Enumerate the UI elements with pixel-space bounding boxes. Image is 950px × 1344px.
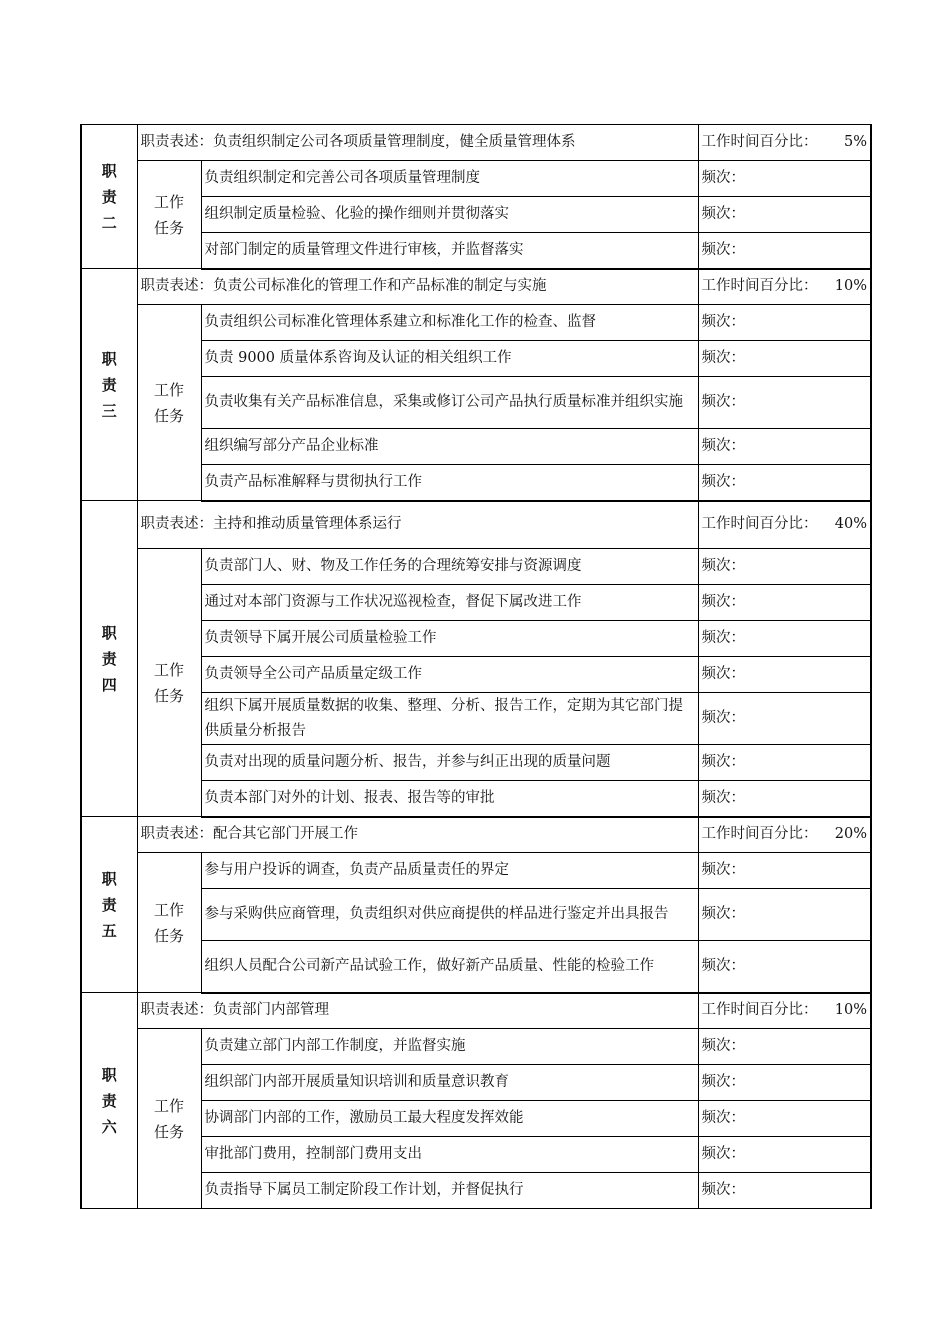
description-prefix: 职责表述： <box>140 1002 213 1019</box>
duty-name-char: 三 <box>101 401 117 420</box>
duty-name-char: 职 <box>101 161 117 180</box>
duty-name-char: 职 <box>101 349 117 368</box>
frequency-cell: 频次： <box>698 161 871 197</box>
work-task-label-line: 工作 <box>153 900 184 919</box>
duty-name-char: 责 <box>101 375 117 394</box>
task-text: 组织制定质量检验、化验的操作细则并贯彻落实 <box>201 197 698 233</box>
duty-name <box>81 817 137 993</box>
task-text: 负责 9000 质量体系咨询及认证的相关组织工作 <box>201 341 698 377</box>
duty-description <box>137 125 698 161</box>
task-text: 负责组织公司标准化管理体系建立和标准化工作的检查、监督 <box>201 305 698 341</box>
duty-description-row <box>81 817 871 853</box>
duty-name-char: 职 <box>101 623 117 642</box>
work-task-label-line: 任务 <box>153 218 184 237</box>
time-percentage-value: 20% <box>834 826 867 843</box>
time-percentage-label: 工作时间百分比： <box>701 1002 818 1019</box>
time-percentage-cell <box>698 501 871 549</box>
time-percentage-cell <box>698 993 871 1029</box>
description-text: 配合其它部门开展工作 <box>213 826 358 843</box>
task-text: 参与采购供应商管理，负责组织对供应商提供的样品进行鉴定并出具报告 <box>201 889 698 941</box>
frequency-cell: 频次： <box>698 853 871 889</box>
frequency-cell: 频次： <box>698 941 871 993</box>
task-row <box>81 161 871 197</box>
duty-description-row <box>81 501 871 549</box>
work-task-label <box>137 161 201 269</box>
task-text: 负责建立部门内部工作制度，并监督实施 <box>201 1029 698 1065</box>
frequency-cell: 频次： <box>698 341 871 377</box>
task-text: 审批部门费用，控制部门费用支出 <box>201 1137 698 1173</box>
work-task-label-line: 任务 <box>153 1122 184 1141</box>
description-text: 负责组织制定公司各项质量管理制度，健全质量管理体系 <box>213 134 576 150</box>
time-percentage-label: 工作时间百分比： <box>701 134 818 150</box>
frequency-cell: 频次： <box>698 377 871 429</box>
task-text: 参与用户投诉的调查，负责产品质量责任的界定 <box>201 853 698 889</box>
task-text: 组织编写部分产品企业标准 <box>201 429 698 465</box>
duty-name-char: 四 <box>101 675 117 694</box>
work-task-label-line: 任务 <box>153 686 184 705</box>
duty-name-char: 责 <box>101 649 117 668</box>
task-text: 协调部门内部的工作，激励员工最大程度发挥效能 <box>201 1101 698 1137</box>
frequency-cell: 频次： <box>698 1137 871 1173</box>
frequency-cell: 频次： <box>698 1029 871 1065</box>
task-text: 对部门制定的质量管理文件进行审核，并监督落实 <box>201 233 698 269</box>
duty-description-row <box>81 993 871 1029</box>
frequency-cell: 频次： <box>698 693 871 745</box>
work-task-label-line: 任务 <box>153 926 184 945</box>
task-text: 组织下属开展质量数据的收集、整理、分析、报告工作，定期为其它部门提供质量分析报告 <box>201 693 698 745</box>
duty-name <box>81 125 137 269</box>
task-text: 负责指导下属员工制定阶段工作计划，并督促执行 <box>201 1173 698 1209</box>
frequency-cell: 频次： <box>698 305 871 341</box>
frequency-cell: 频次： <box>698 197 871 233</box>
description-prefix: 职责表述： <box>140 278 213 295</box>
duty-name-char: 责 <box>101 187 117 206</box>
work-task-label-line: 工作 <box>153 660 184 679</box>
frequency-cell: 频次： <box>698 585 871 621</box>
task-text: 组织人员配合公司新产品试验工作，做好新产品质量、性能的检验工作 <box>201 941 698 993</box>
frequency-cell: 频次： <box>698 889 871 941</box>
task-row <box>81 1029 871 1065</box>
task-text: 负责收集有关产品标准信息，采集或修订公司产品执行质量标准并组织实施 <box>201 377 698 429</box>
task-text: 负责产品标准解释与贯彻执行工作 <box>201 465 698 501</box>
task-text: 负责本部门对外的计划、报表、报告等的审批 <box>201 781 698 817</box>
work-task-label <box>137 853 201 993</box>
work-task-label-line: 工作 <box>153 192 184 211</box>
time-percentage-label: 工作时间百分比： <box>701 826 818 843</box>
frequency-cell: 频次： <box>698 1065 871 1101</box>
time-percentage-cell <box>698 125 871 161</box>
task-text: 负责组织制定和完善公司各项质量管理制度 <box>201 161 698 197</box>
duty-name <box>81 501 137 817</box>
duty-name-char: 五 <box>101 921 117 940</box>
duty-description <box>137 817 698 853</box>
work-task-label-line: 任务 <box>153 406 184 425</box>
duty-name-char: 责 <box>101 1091 117 1110</box>
work-task-label-line: 工作 <box>153 1096 184 1115</box>
task-text: 负责领导下属开展公司质量检验工作 <box>201 621 698 657</box>
duty-description-row <box>81 125 871 161</box>
task-text: 通过对本部门资源与工作状况巡视检查，督促下属改进工作 <box>201 585 698 621</box>
duty-name-char: 责 <box>101 895 117 914</box>
duty-name-char: 六 <box>101 1117 117 1136</box>
task-text: 负责对出现的质量问题分析、报告，并参与纠正出现的质量问题 <box>201 745 698 781</box>
time-percentage-cell <box>698 817 871 853</box>
task-text: 组织部门内部开展质量知识培训和质量意识教育 <box>201 1065 698 1101</box>
duty-description-row <box>81 269 871 305</box>
duty-name <box>81 993 137 1209</box>
task-text: 负责领导全公司产品质量定级工作 <box>201 657 698 693</box>
time-percentage-value: 10% <box>834 278 867 295</box>
frequency-cell: 频次： <box>698 429 871 465</box>
frequency-cell: 频次： <box>698 745 871 781</box>
work-task-label <box>137 549 201 817</box>
responsibility-table <box>80 124 872 1209</box>
work-task-label <box>137 305 201 501</box>
work-task-label <box>137 1029 201 1209</box>
work-task-label-line: 工作 <box>153 380 184 399</box>
duty-description <box>137 993 698 1029</box>
time-percentage-label: 工作时间百分比： <box>701 278 818 295</box>
frequency-cell: 频次： <box>698 233 871 269</box>
duty-description <box>137 501 698 549</box>
description-prefix: 职责表述： <box>140 516 213 533</box>
description-prefix: 职责表述： <box>140 134 213 150</box>
duty-name-char: 职 <box>101 1065 117 1084</box>
frequency-cell: 频次： <box>698 465 871 501</box>
description-prefix: 职责表述： <box>140 826 213 843</box>
frequency-cell: 频次： <box>698 1101 871 1137</box>
task-text: 负责部门人、财、物及工作任务的合理统筹安排与资源调度 <box>201 549 698 585</box>
frequency-cell: 频次： <box>698 621 871 657</box>
time-percentage-label: 工作时间百分比： <box>701 516 818 533</box>
responsibility-table-wrapper <box>80 124 870 1209</box>
time-percentage-value: 10% <box>834 1002 867 1019</box>
duty-name-char: 职 <box>101 869 117 888</box>
duty-name <box>81 269 137 501</box>
frequency-cell: 频次： <box>698 549 871 585</box>
duty-name-char: 二 <box>101 213 117 232</box>
description-text: 负责部门内部管理 <box>213 1002 329 1019</box>
time-percentage-value: 40% <box>834 516 867 533</box>
task-row <box>81 853 871 889</box>
duty-description <box>137 269 698 305</box>
task-row <box>81 305 871 341</box>
task-row <box>81 549 871 585</box>
frequency-cell: 频次： <box>698 657 871 693</box>
frequency-cell: 频次： <box>698 1173 871 1209</box>
description-text: 主持和推动质量管理体系运行 <box>213 516 402 533</box>
description-text: 负责公司标准化的管理工作和产品标准的制定与实施 <box>213 278 547 295</box>
frequency-cell: 频次： <box>698 781 871 817</box>
time-percentage-value: 5% <box>843 134 867 150</box>
time-percentage-cell <box>698 269 871 305</box>
